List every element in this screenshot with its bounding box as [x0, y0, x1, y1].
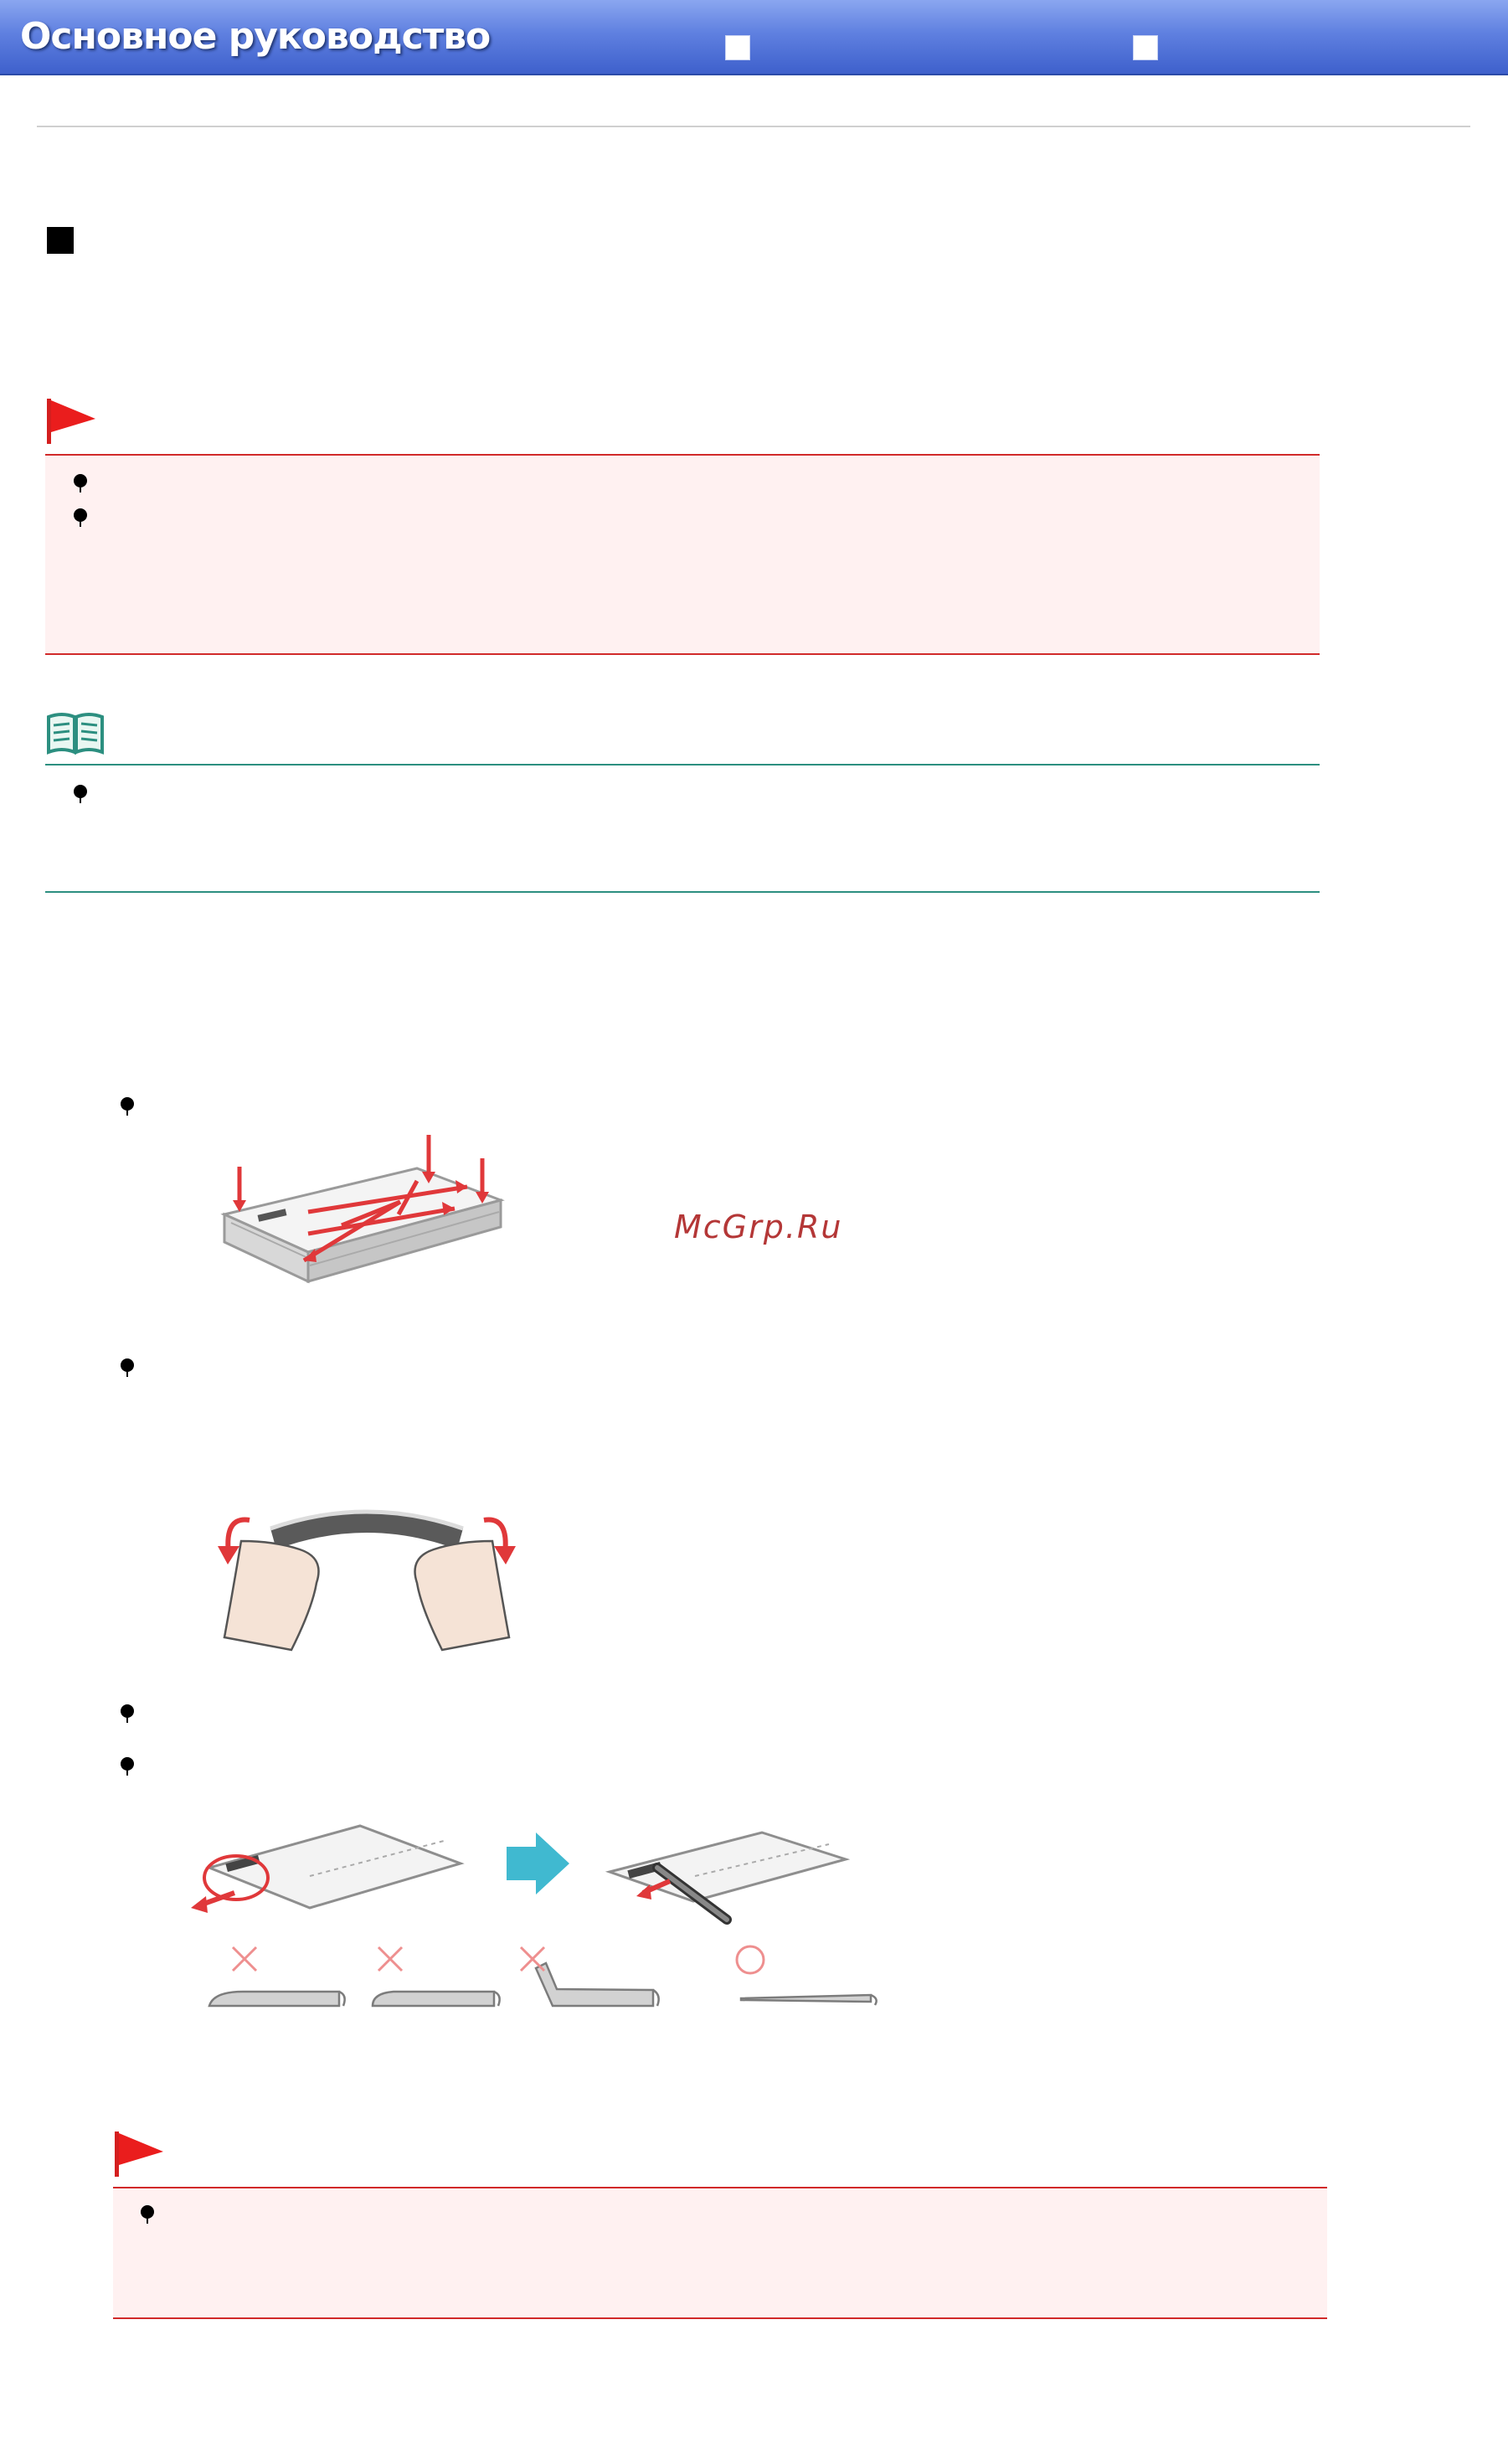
- bullet-icon: [121, 1704, 134, 1718]
- envelope-flap-flatten-illustration: [184, 1801, 879, 2044]
- important-callout: [45, 454, 1320, 655]
- bullet-icon: [121, 1358, 134, 1372]
- flag-icon: [45, 397, 97, 446]
- flag-icon: [113, 2130, 165, 2178]
- envelope-stack-press-illustration: [191, 1135, 534, 1311]
- bullet-icon: [121, 1097, 134, 1111]
- bullet-icon: [74, 474, 87, 487]
- book-icon: [45, 710, 106, 755]
- watermark: McGrp.Ru: [674, 1209, 843, 1245]
- square-icon[interactable]: [725, 35, 750, 60]
- envelope-bend-hands-illustration: [191, 1491, 543, 1667]
- divider: [37, 126, 1470, 127]
- bullet-icon: [74, 785, 87, 798]
- section-marker-icon: [47, 227, 74, 254]
- bullet-icon: [141, 2205, 154, 2219]
- document-title: Основное руководство: [20, 15, 491, 58]
- note-top-rule: [45, 764, 1320, 765]
- bullet-icon: [121, 1757, 134, 1771]
- bullet-icon: [74, 508, 87, 522]
- document-header-bar: [0, 0, 1508, 75]
- square-icon[interactable]: [1133, 35, 1158, 60]
- note-bottom-rule: [45, 891, 1320, 893]
- important-callout: [113, 2187, 1327, 2319]
